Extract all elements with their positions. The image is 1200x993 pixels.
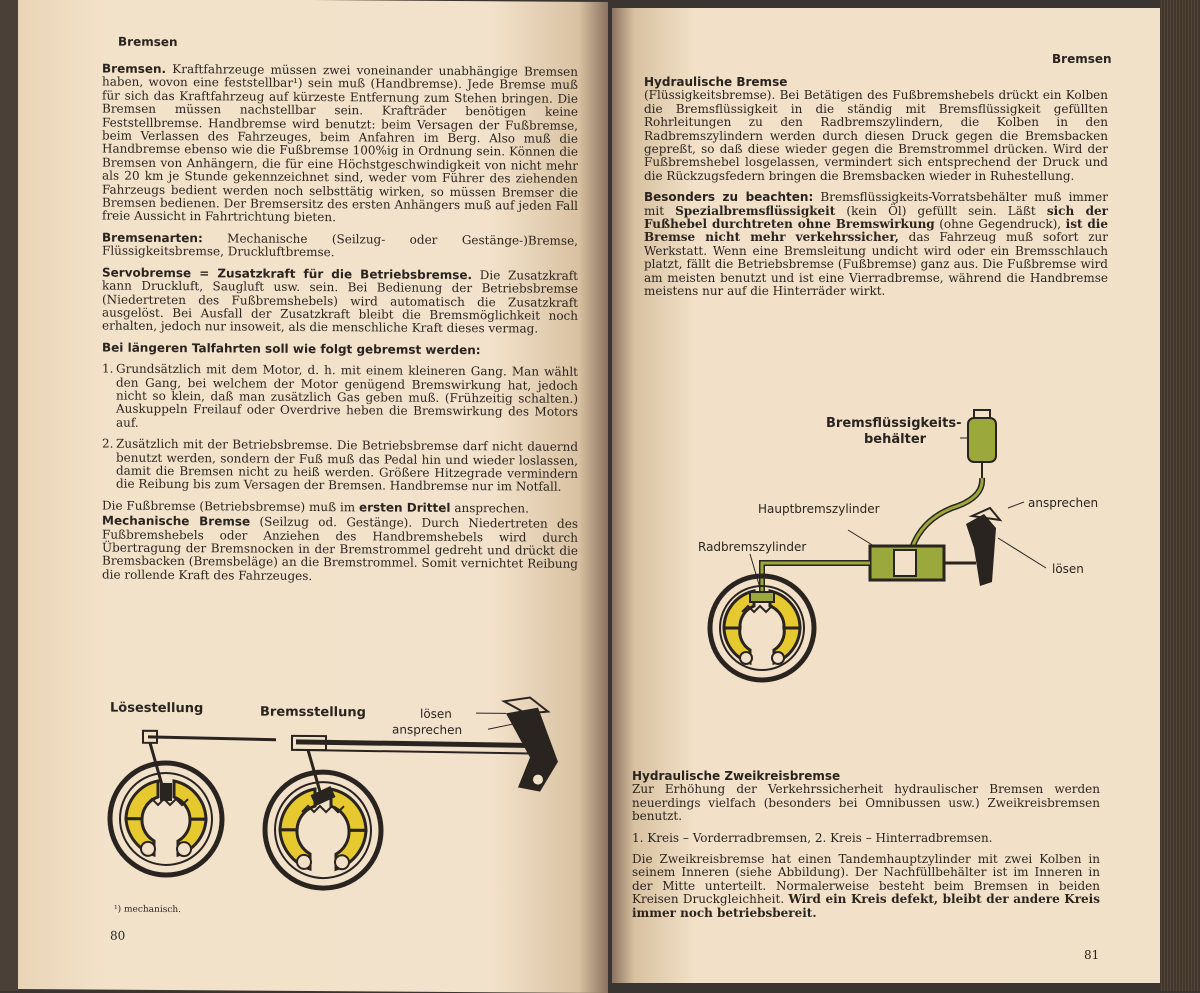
- footnote: ¹) mechanisch.: [114, 905, 181, 915]
- section-heading: Hydraulische Bremse: [644, 76, 1108, 89]
- paragraph: Zur Erhöhung der Verkehrssicherheit hydraulischer Bremsen werden neuerdings vielfach (besonders bei Omnibussen usw.) Zweikreisbremsen benutzt.: [632, 783, 1100, 823]
- label-ansprechen: ansprechen: [1028, 496, 1098, 510]
- paragraph: (Flüssigkeitsbremse). Bei Betätigen des Fußbremshebels drückt ein Kolben die Bremsflüssigkeit in die ständig mit Bremsflüssigkeit gefüllten Rohrleitungen zu den Radbremszylindern, die Kolben in den Radbremszylindern werden durch diesen Druck gegen die Bremsbacken gepreßt, so daß diese wieder gegen die Bremstrommel drücken. Wird der Fußbremshebel losgelassen, vermindert sich entsprechend der Druck und die Rückzugsfedern bringen die Bremsbacken wieder in Ruhestellung.: [644, 89, 1108, 183]
- paragraph: Besonders zu beachten: Bremsflüssigkeits-Vorratsbehälter muß immer mit Spezialbremsflüssigkeit (kein Öl) gefüllt sein. Läßt sich der Fußhebel durchtreten ohne Bremswirkung (ohne Gegendruck), ist die Bremse nicht mehr verkehrssicher, das Fahrzeug muß sofort zur Werkstatt. Wenn eine Bremsleitung undicht wird oder ein Bremsschlauch platzt, fällt die Betriebsbremse (Fußbremse) ganz aus. Die Fußbremse wird am meisten benutzt und ist eine Vierradbremse, während die Handbremse meistens nur auf die Hinterräder wirkt.: [644, 191, 1108, 298]
- list-item: 2. Zusätzlich mit der Betriebsbremse. Die Betriebsbremse darf nicht dauernd benutzt werden, sondern der Fuß muß das Pedal hin und wieder loslassen, damit die Bremsen nicht zu heiß werden. Größere Hitzegrade vermindern die Reibung bis zum Versagen der Bremsen. Handbremse nur im Notfall.: [102, 438, 578, 495]
- running-head: Bremsen: [1052, 52, 1112, 66]
- page-number: 80: [110, 929, 125, 943]
- label-wheel-cylinder: Radbremszylinder: [698, 540, 806, 554]
- left-margin-shadow: [0, 0, 18, 991]
- label-release-position: Lösestellung: [110, 701, 203, 717]
- running-head: Bremsen: [118, 35, 178, 49]
- section-heading: Bei längeren Talfahrten soll wie folgt gebremst werden:: [102, 341, 578, 358]
- left-page: [18, 0, 608, 993]
- label-reservoir-line1: Bremsflüssigkeits-: [826, 416, 961, 431]
- paragraph: Bremsenarten: Mechanische (Seilzug- oder Gestänge-)Bremse, Flüssigkeitsbremse, Druckluftbremse.: [102, 231, 578, 261]
- label-loesen: lösen: [420, 707, 452, 721]
- paragraph: 1. Kreis – Vorderradbremsen, 2. Kreis – Hinterradbremsen.: [632, 832, 1100, 845]
- label-loesen: lösen: [1052, 562, 1084, 576]
- mechanical-brake-diagram: [18, 0, 608, 993]
- label-reservoir-line2: behälter: [864, 432, 926, 447]
- label-ansprechen: ansprechen: [392, 723, 462, 737]
- right-page: [612, 8, 1168, 983]
- page-number: 81: [1084, 948, 1099, 962]
- paragraph: Die Fußbremse (Betriebsbremse) muß im ersten Drittel ansprechen.: [102, 499, 578, 516]
- list-item: 1. Grundsätzlich mit dem Motor, d. h. mit einem kleineren Gang. Man wählt den Gang, bei welchem der Motor genügend Bremswirkung hat, jedoch nicht so klein, daß man zusätzlich Gas geben muß. (Frühzeitig schalten.) Auskuppeln Freilauf oder Overdrive heben die Bremswirkung des Motors auf.: [102, 363, 578, 433]
- label-brake-position: Bremsstellung: [260, 705, 366, 721]
- book-page-edges: [1160, 0, 1200, 991]
- paragraph: Mechanische Bremse (Seilzug od. Gestänge). Durch Niedertreten des Fußbremshebels oder Anziehen des Handbremshebels wird durch Übertragung der Bremsnocken in der Bremstrommel gedreht und drückt die Bremsbacken (Bremsbeläge) an die Bremstrommel. Somit vernichtet Reibung die rollende Kraft des Fahrzeuges.: [102, 515, 578, 585]
- paragraph: Servobremse = Zusatzkraft für die Betriebsbremse. Die Zusatzkraft kann Druckluft, Saugluft usw. sein. Bei Bedienung der Betriebsbremse (Niedertreten des Fußbremshebels) wird automatisch die Zusatzkraft ausgelöst. Bei Ausfall der Zusatzkraft bleibt die Bremsmöglichkeit noch erhalten, jedoch nur insoweit, als die menschliche Kraft dieses vermag.: [102, 266, 578, 336]
- right-body-text-lower: [632, 770, 1100, 928]
- label-master-cylinder: Hauptbremszylinder: [758, 502, 880, 516]
- section-heading: Hydraulische Zweikreisbremse: [632, 770, 1100, 783]
- paragraph: Die Zweikreisbremse hat einen Tandemhauptzylinder mit zwei Kolben in seinem Inneren (siehe Abbildung). Der Nachfüllbehälter ist im Inneren in der Mitte unterteilt. Normalerweise besteht beim Bremsen in beiden Kreisen Druckgleichheit. Wird ein Kreis defekt, bleibt der andere Kreis immer noch betriebsbereit.: [632, 853, 1100, 920]
- paragraph: Bremsen. Kraftfahrzeuge müssen zwei voneinander unabhängige Bremsen haben, wovon eine feststellbar¹) sein muß (Handbremse). Jede Bremse muß für sich das Kraftfahrzeug auf kürzeste Entfernung zum Stehen bringen. Die Bremsen müssen nachstellbar sein. Krafträder benötigen keine Feststellbremse. Handbremse wird benutzt: beim Versagen der Fußbremse, beim Verlassen des Fahrzeuges, beim Anfahren im Berg. Also muß die Handbremse ebenso wie die Fußbremse 100%ig in Ordnung sein. Können die Bremsen von Anhängern, die für eine Höchstgeschwindigkeit von nicht mehr als 20 km je Stunde gekennzeichnet sind, weder vom Führer des ziehenden Fahrzeugs bedient werden noch selbsttätig wirken, so müssen Bremser die Bremsen bedienen. Der Bremsersitz des ersten Anhängers muß auf jeden Fall freie Aussicht in Fahrtrichtung bieten.: [102, 63, 578, 227]
